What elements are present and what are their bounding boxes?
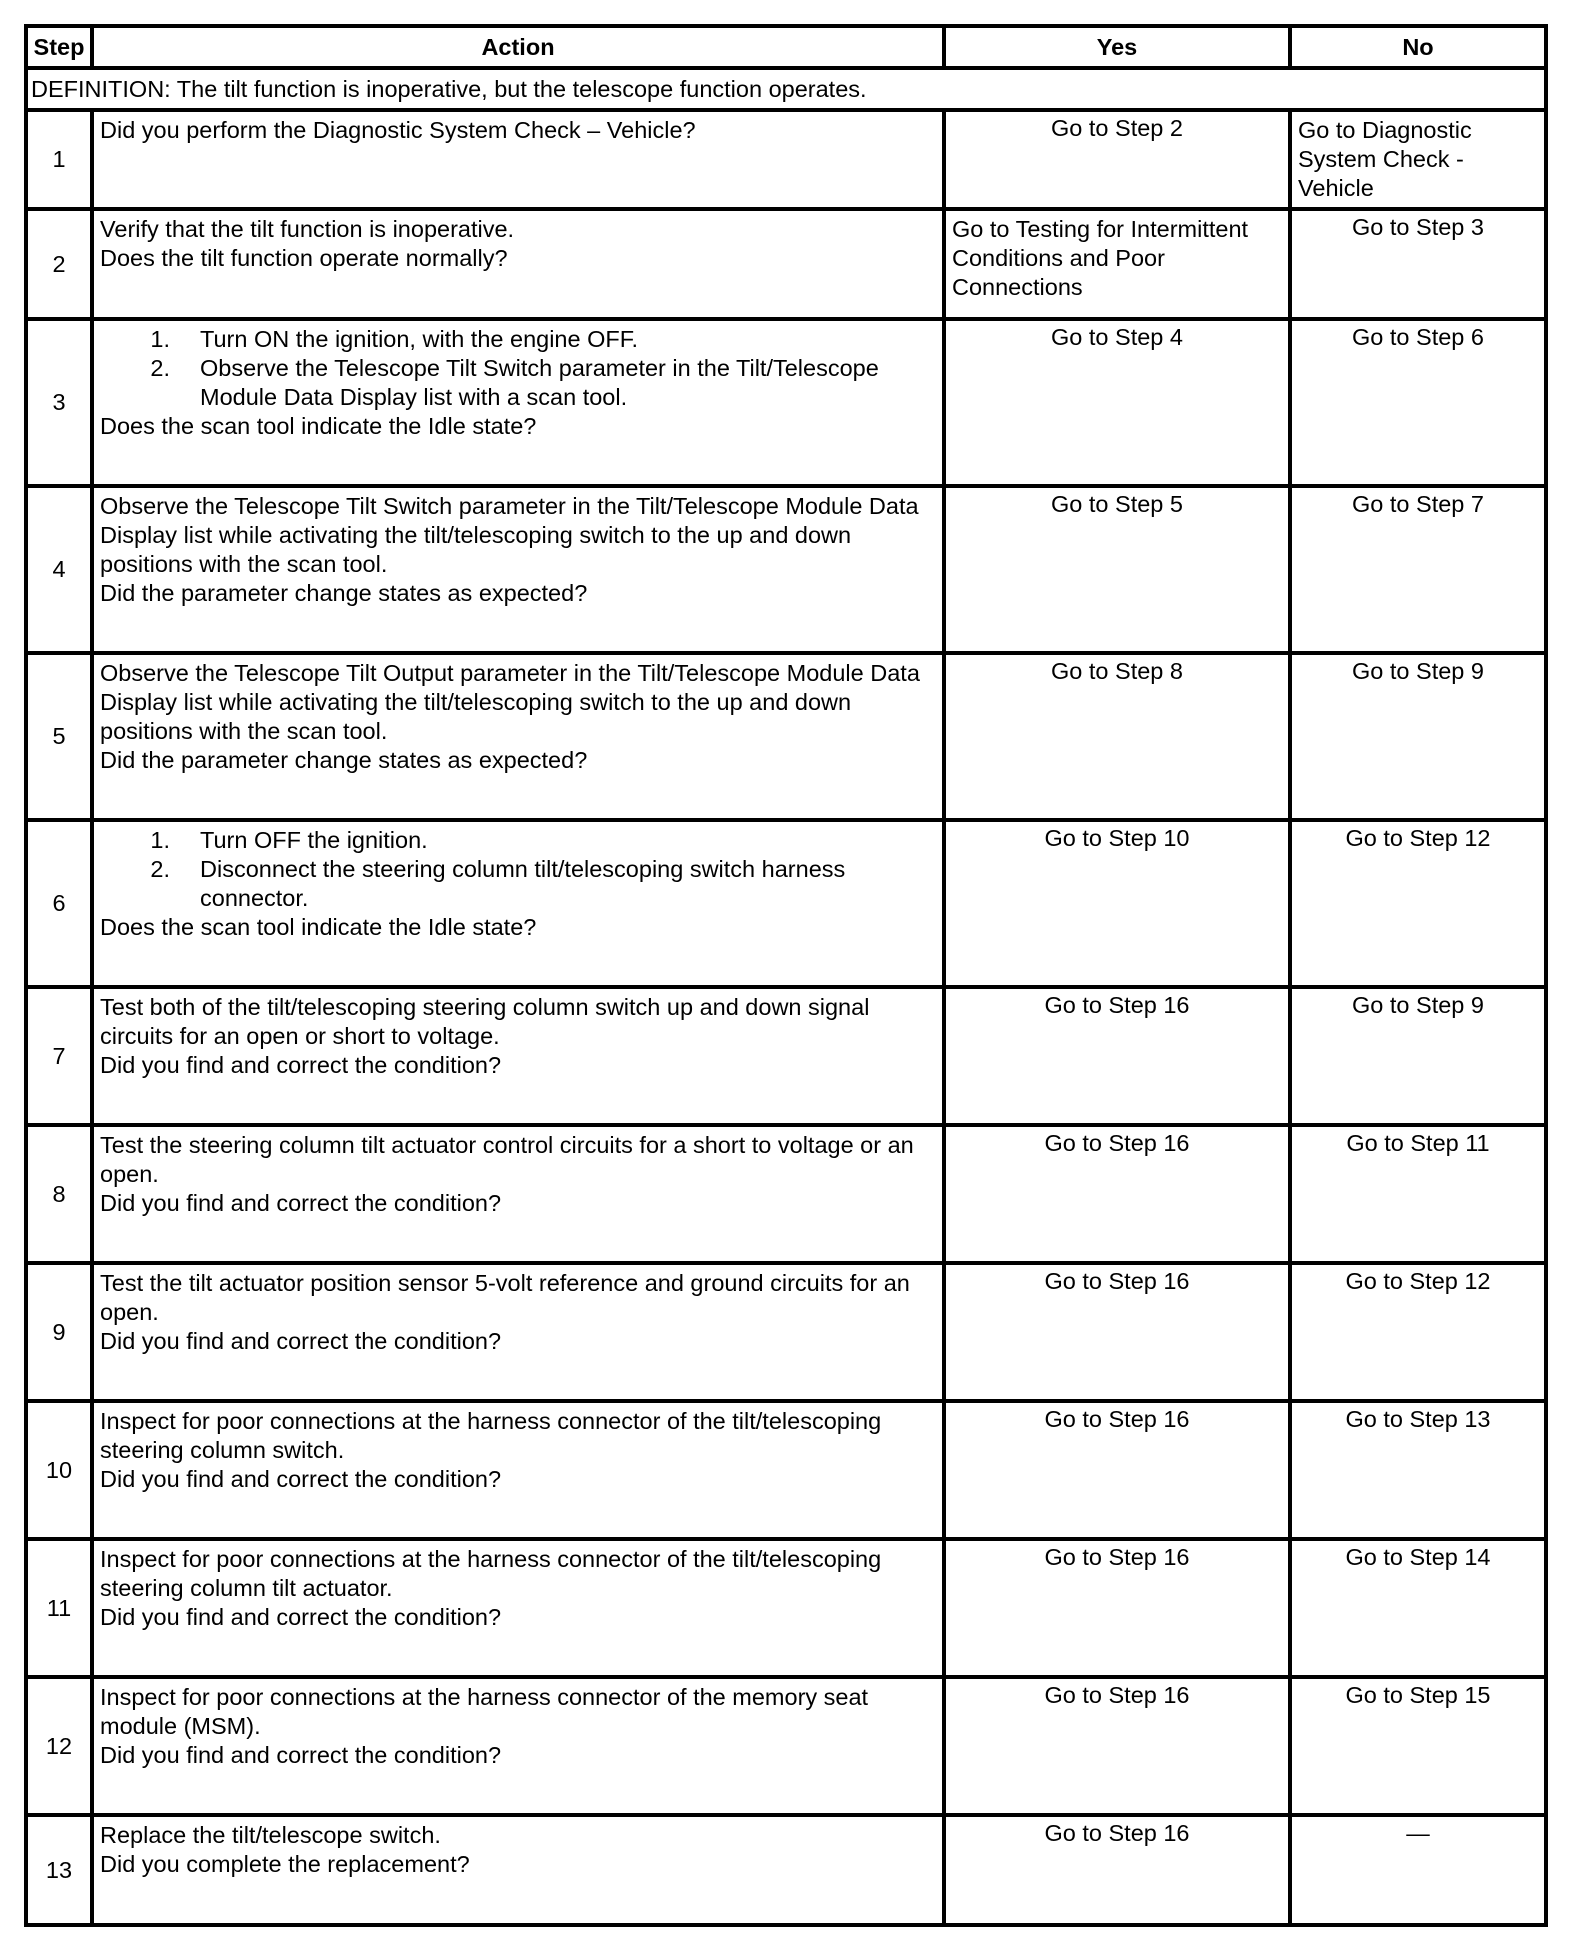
- yes-text: Go to Step 16: [1044, 1820, 1190, 1846]
- table-row: [26, 209, 1546, 319]
- no-text: Go to Step 13: [1345, 1406, 1491, 1432]
- no-text: —: [1406, 1820, 1430, 1846]
- action-list: [100, 325, 936, 412]
- yes-cell: [944, 987, 1290, 1125]
- definition-text: DEFINITION: The tilt function is inoperative, but the telescope function operates.: [26, 68, 1546, 110]
- header-row: [26, 26, 1546, 68]
- no-cell: [1290, 820, 1546, 987]
- yes-cell: [944, 486, 1290, 653]
- yes-cell: [944, 110, 1290, 209]
- action-text: Test both of the tilt/telescoping steering column switch up and down signal circuits for an open or short to voltage.: [100, 994, 870, 1049]
- no-cell: [1290, 1125, 1546, 1263]
- action-cell: [92, 1815, 944, 1925]
- list-item: 2. Disconnect the steering column tilt/telescoping switch harness connector.: [150, 856, 846, 911]
- yes-text: Go to Step 16: [1044, 1544, 1190, 1570]
- no-text: Go to Step 7: [1352, 491, 1484, 517]
- action-text: Inspect for poor connections at the harness connector of the tilt/telescoping steering column tilt actuator.: [100, 1546, 882, 1601]
- table-row: [26, 319, 1546, 486]
- action-cell: [92, 1125, 944, 1263]
- yes-cell: [944, 1125, 1290, 1263]
- action-cell: [92, 319, 944, 486]
- no-text: Go to Step 3: [1352, 214, 1484, 240]
- step-number: 3: [26, 319, 92, 486]
- step-number: 11: [26, 1539, 92, 1677]
- yes-text: Go to Step 2: [1051, 115, 1183, 141]
- yes-cell: [944, 1815, 1290, 1925]
- table-row: [26, 1539, 1546, 1677]
- step-number: 8: [26, 1125, 92, 1263]
- header-action: Action: [92, 26, 944, 68]
- step-number: 13: [26, 1815, 92, 1925]
- yes-text: Go to Step 10: [1044, 825, 1190, 851]
- no-cell: [1290, 1815, 1546, 1925]
- action-cell: [92, 209, 944, 319]
- step-number: 6: [26, 820, 92, 987]
- header-step: Step: [26, 26, 92, 68]
- yes-cell: [944, 1539, 1290, 1677]
- no-text: Go to Step 6: [1352, 324, 1484, 350]
- action-cell: [92, 1539, 944, 1677]
- no-cell: [1290, 209, 1546, 319]
- no-text: Go to Step 9: [1352, 992, 1484, 1018]
- action-cell: [92, 820, 944, 987]
- table-row: [26, 987, 1546, 1125]
- step-number: 2: [26, 209, 92, 319]
- yes-cell: [944, 820, 1290, 987]
- no-cell: [1290, 987, 1546, 1125]
- definition-row: [26, 68, 1546, 110]
- question-text: Did you find and correct the condition?: [100, 1466, 502, 1492]
- no-text: Go to Step 12: [1345, 825, 1491, 851]
- action-cell: [92, 1263, 944, 1401]
- action-list: [100, 826, 936, 913]
- action-text: Did you perform the Diagnostic System Check – Vehicle?: [100, 117, 696, 143]
- action-text: Observe the Telescope Tilt Switch parameter in the Tilt/Telescope Module Data Display list while activating the tilt/telescoping switch to the up and down positions with the scan tool.: [100, 493, 919, 577]
- table-row: [26, 486, 1546, 653]
- question-text: Does the scan tool indicate the Idle state?: [100, 413, 537, 439]
- yes-cell: [944, 209, 1290, 319]
- yes-cell: [944, 1401, 1290, 1539]
- no-text: Go to Step 12: [1345, 1268, 1491, 1294]
- no-cell: [1290, 319, 1546, 486]
- list-item: 1. Turn OFF the ignition.: [150, 827, 428, 853]
- no-text: Go to Step 11: [1346, 1130, 1490, 1156]
- table-row: [26, 1815, 1546, 1925]
- diagnostic-document: [24, 24, 1548, 1927]
- yes-cell: [944, 1263, 1290, 1401]
- no-text: Go to Diagnostic System Check - Vehicle: [1298, 117, 1472, 201]
- step-number: 4: [26, 486, 92, 653]
- diagnostic-table: [24, 24, 1548, 1927]
- action-cell: [92, 1401, 944, 1539]
- yes-cell: [944, 1677, 1290, 1815]
- step-number: 7: [26, 987, 92, 1125]
- action-text: Inspect for poor connections at the harness connector of the tilt/telescoping steering column switch.: [100, 1408, 882, 1463]
- table-row: [26, 1125, 1546, 1263]
- action-text: Verify that the tilt function is inoperative.: [100, 216, 515, 242]
- action-cell: [92, 1677, 944, 1815]
- step-number: 9: [26, 1263, 92, 1401]
- no-cell: [1290, 1539, 1546, 1677]
- no-cell: [1290, 1401, 1546, 1539]
- table-row: [26, 653, 1546, 820]
- step-number: 1: [26, 110, 92, 209]
- yes-text: Go to Step 16: [1044, 1268, 1190, 1294]
- header-yes: Yes: [944, 26, 1290, 68]
- header-no: No: [1290, 26, 1546, 68]
- action-text: Replace the tilt/telescope switch.: [100, 1822, 441, 1848]
- action-text: Inspect for poor connections at the harness connector of the memory seat module (MSM).: [100, 1684, 869, 1739]
- question-text: Does the tilt function operate normally?: [100, 245, 508, 271]
- no-cell: [1290, 1677, 1546, 1815]
- action-cell: [92, 486, 944, 653]
- step-number: 5: [26, 653, 92, 820]
- yes-cell: [944, 653, 1290, 820]
- question-text: Does the scan tool indicate the Idle state?: [100, 914, 537, 940]
- yes-text: Go to Step 16: [1044, 992, 1190, 1018]
- action-cell: [92, 987, 944, 1125]
- question-text: Did you find and correct the condition?: [100, 1190, 502, 1216]
- question-text: Did you find and correct the condition?: [100, 1604, 502, 1630]
- question-text: Did the parameter change states as expected?: [100, 580, 588, 606]
- yes-cell: [944, 319, 1290, 486]
- no-cell: [1290, 653, 1546, 820]
- yes-text: Go to Testing for Intermittent Conditions and Poor Connections: [952, 216, 1249, 300]
- yes-text: Go to Step 16: [1044, 1130, 1190, 1156]
- yes-text: Go to Step 4: [1051, 324, 1183, 350]
- table-row: [26, 1401, 1546, 1539]
- question-text: Did you find and correct the condition?: [100, 1742, 502, 1768]
- table-row: [26, 110, 1546, 209]
- step-number: 10: [26, 1401, 92, 1539]
- table-row: [26, 820, 1546, 987]
- action-text: Observe the Telescope Tilt Output parameter in the Tilt/Telescope Module Data Display list while activating the tilt/telescoping switch to the up and down positions with the scan tool.: [100, 660, 920, 744]
- table-row: [26, 1677, 1546, 1815]
- action-text: Test the tilt actuator position sensor 5-volt reference and ground circuits for an open.: [100, 1270, 910, 1325]
- question-text: Did you find and correct the condition?: [100, 1328, 502, 1354]
- step-number: 12: [26, 1677, 92, 1815]
- question-text: Did you complete the replacement?: [100, 1851, 470, 1877]
- no-text: Go to Step 14: [1345, 1544, 1491, 1570]
- no-text: Go to Step 15: [1345, 1682, 1491, 1708]
- action-cell: [92, 653, 944, 820]
- yes-text: Go to Step 16: [1044, 1406, 1190, 1432]
- action-cell: [92, 110, 944, 209]
- yes-text: Go to Step 16: [1044, 1682, 1190, 1708]
- yes-text: Go to Step 5: [1051, 491, 1183, 517]
- no-cell: [1290, 1263, 1546, 1401]
- question-text: Did you find and correct the condition?: [100, 1052, 502, 1078]
- action-text: Test the steering column tilt actuator control circuits for a short to voltage or an open.: [100, 1132, 914, 1187]
- question-text: Did the parameter change states as expected?: [100, 747, 588, 773]
- no-text: Go to Step 9: [1352, 658, 1484, 684]
- list-item: 1. Turn ON the ignition, with the engine OFF.: [150, 326, 639, 352]
- no-cell: [1290, 110, 1546, 209]
- table-row: [26, 1263, 1546, 1401]
- list-item: 2. Observe the Telescope Tilt Switch parameter in the Tilt/Telescope Module Data Display list with a scan tool.: [150, 355, 879, 410]
- no-cell: [1290, 486, 1546, 653]
- yes-text: Go to Step 8: [1051, 658, 1183, 684]
